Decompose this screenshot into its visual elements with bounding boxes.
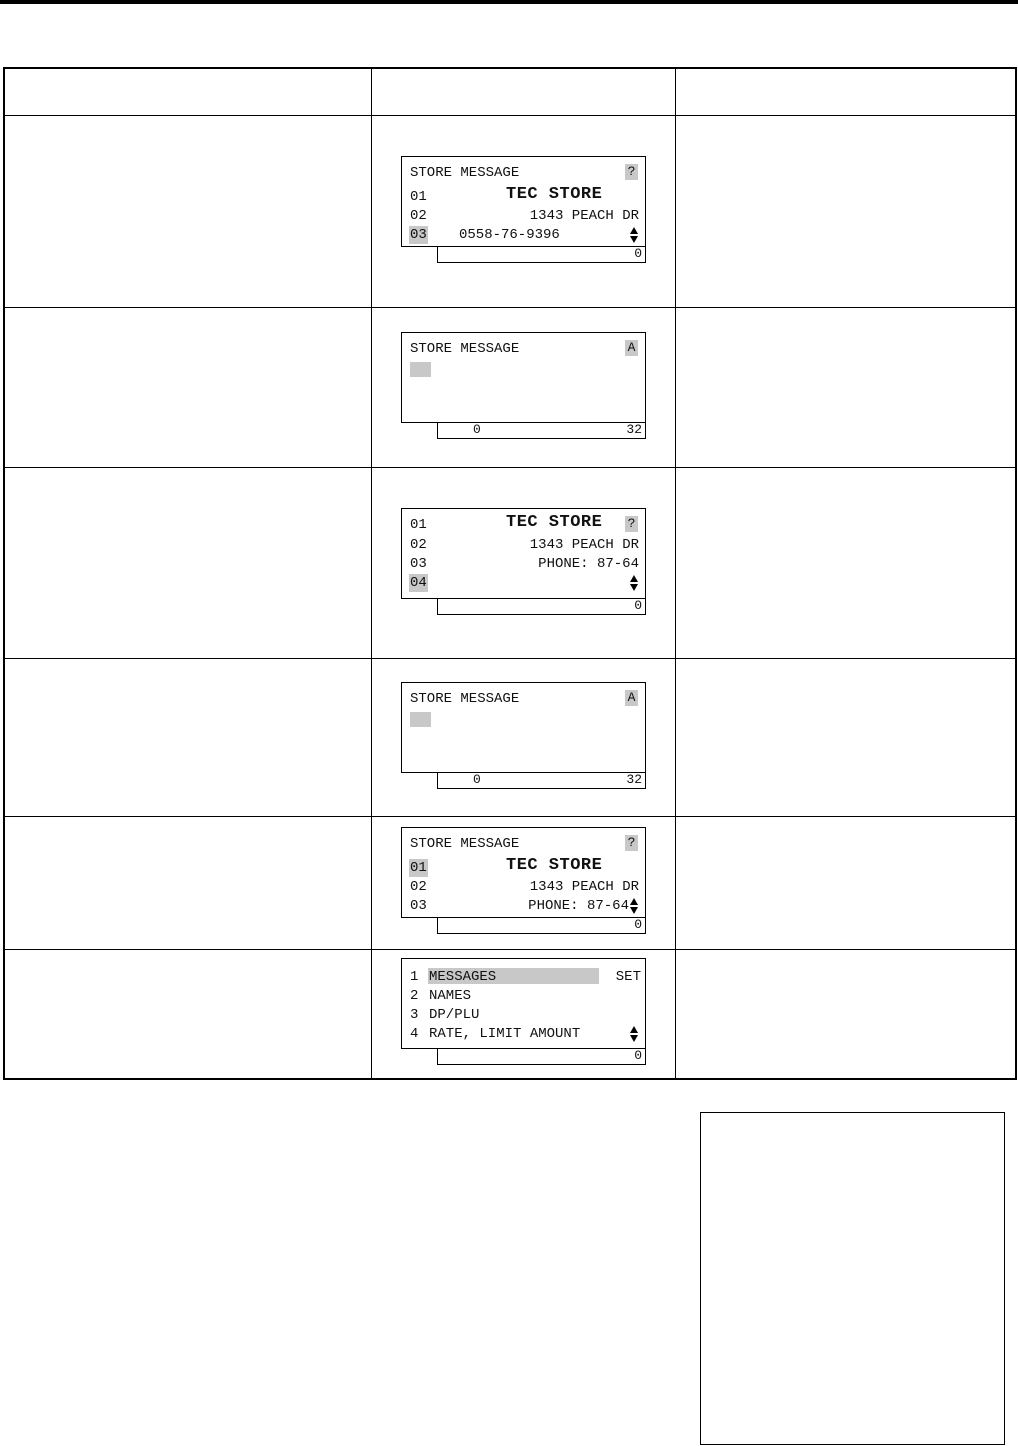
counter-value: 0 [634,246,642,261]
line-number: 02 [410,208,427,224]
screen-title-row [410,690,641,708]
input-line [410,361,641,379]
menu-item-number: 1 [410,969,419,985]
screen-title: STORE MESSAGE [410,165,520,181]
menu-item-number: 4 [410,1026,419,1042]
line-text: 1343 PEACH DR [529,879,639,895]
row-divider [5,816,1015,817]
scroll-arrows-icon [629,226,639,244]
char-counter [437,917,646,934]
counter-max: 32 [626,772,642,787]
scroll-arrows-icon [629,1025,639,1043]
message-line [410,897,641,915]
input-line [410,711,641,729]
line-number-selected: 04 [410,575,427,591]
menu-item [410,1006,641,1024]
line-text: TEC STORE [506,856,603,875]
menu-item [410,1025,641,1043]
line-text: 0558-76-9396 [459,227,560,243]
message-line [410,878,641,896]
row-divider [5,658,1015,659]
screen-title: STORE MESSAGE [410,836,520,852]
menu-item-label-selected: MESSAGES [429,969,497,985]
line-text: PHONE: 87-64 [538,556,639,572]
message-line [410,536,641,554]
line-text: TEC STORE [506,513,603,532]
lcd-screen [401,682,646,773]
counter-value: 0 [634,598,642,613]
message-line [410,226,641,244]
counter-value: 0 [634,917,642,932]
lcd-screen [401,508,646,599]
screen-title-row [410,164,641,182]
message-line [410,185,641,206]
row-divider [5,949,1015,950]
menu-item-label: NAMES [429,988,472,1004]
row-divider [5,467,1015,468]
mode-indicator: ? [625,164,638,180]
screen-title: STORE MESSAGE [410,341,520,357]
line-number: 01 [410,189,427,205]
screen-title-row [410,340,641,358]
message-line [410,207,641,225]
note-box [700,1112,1005,1445]
top-rule [0,0,1018,4]
menu-item [410,987,641,1005]
lcd-screen [401,958,646,1049]
line-text: 1343 PEACH DR [529,537,639,553]
line-number-selected: 03 [410,227,427,243]
menu-item [410,968,641,986]
message-line [410,513,641,534]
header-divider [5,115,1015,116]
line-text: TEC STORE [506,185,603,204]
mode-indicator: A [625,340,638,356]
row-divider [5,307,1015,308]
column-divider [371,69,372,1078]
message-line [410,856,641,877]
line-number: 03 [410,556,427,572]
message-line [410,574,641,592]
line-number: 02 [410,879,427,895]
lcd-screen [401,156,646,247]
counter-max: 32 [626,422,642,437]
input-cursor [410,362,431,377]
input-cursor [410,712,431,727]
menu-item-number: 3 [410,1007,419,1023]
counter-current: 0 [473,422,481,437]
line-number: 03 [410,898,427,914]
lcd-screen [401,827,646,918]
mode-indicator: ? [625,516,638,532]
char-counter [437,772,646,789]
mode-indicator: A [625,690,638,706]
menu-item-number: 2 [410,988,419,1004]
char-counter [437,598,646,615]
line-number: 01 [410,517,427,533]
line-number-selected: 01 [410,860,427,876]
char-counter [437,246,646,263]
scroll-arrows-icon [629,574,639,592]
screen-title-row [410,835,641,853]
menu-item-label: RATE, LIMIT AMOUNT [429,1026,581,1042]
line-text: PHONE: 87-64 [528,898,629,914]
line-text: 1343 PEACH DR [529,208,639,224]
char-counter [437,422,646,439]
menu-item-tag: SET [615,969,641,985]
counter-value: 0 [634,1048,642,1063]
counter-current: 0 [473,772,481,787]
menu-item-label: DP/PLU [429,1007,480,1023]
lcd-screen [401,332,646,423]
char-counter [437,1048,646,1065]
scroll-arrows-icon [629,897,639,915]
mode-indicator: ? [625,835,638,851]
message-line [410,555,641,573]
screen-title: STORE MESSAGE [410,691,520,707]
line-number: 02 [410,537,427,553]
column-divider [675,69,676,1078]
